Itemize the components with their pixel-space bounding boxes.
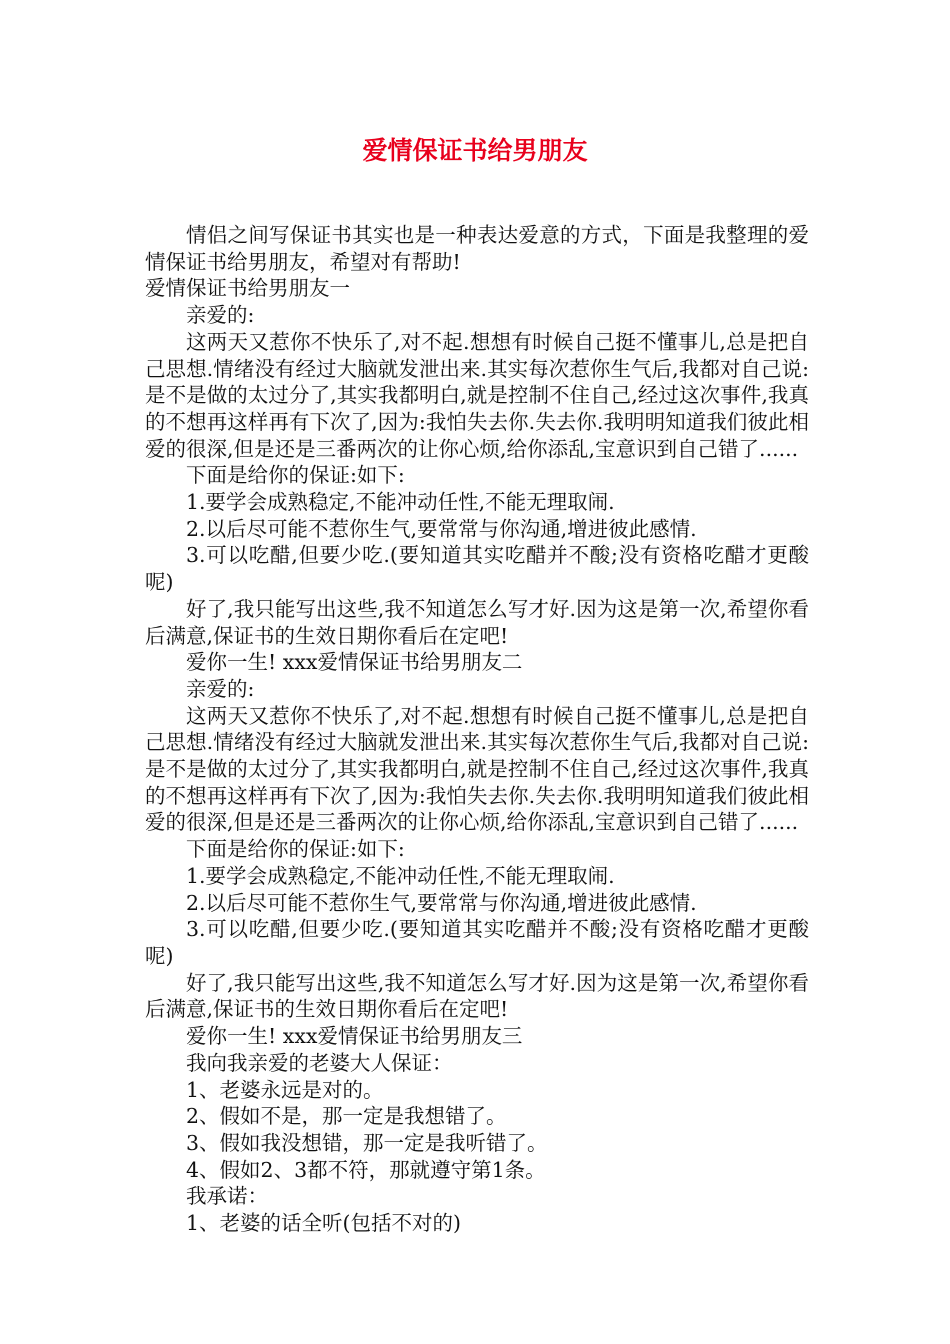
paragraph: 2.以后尽可能不惹你生气,要常常与你沟通,增进彼此感情. xyxy=(186,890,697,915)
paragraph: 亲爱的: xyxy=(186,676,255,701)
paragraph: 1.要学会成熟稳定,不能冲动任性,不能无理取闹. xyxy=(186,490,615,515)
paragraph: 我承诺： xyxy=(186,1184,268,1209)
paragraph: 这两天又惹你不快乐了,对不起.想想有时候自己挺不懂事儿,总是把自己思想.情绪没有经过大脑就发泄出来.其实每次惹你生气后,我都对自己说:是不是做的太过分了,其实我都明白,就是控制不住自己,经过这次事件,我真的不想再这样再有下次了,因为:我怕失去你.失去你.我明明知道我们彼此相爱的很深,但是还是三番两次的让你心烦,给你添乱,宝意识到自己错了...... xyxy=(145,329,809,461)
paragraph: 爱你一生! xxx爱情保证书给男朋友三 xyxy=(186,1024,523,1049)
paragraph: 3.可以吃醋,但要少吃.(要知道其实吃醋并不酸;没有资格吃醋才更酸呢) xyxy=(145,543,809,595)
paragraph: 4、假如2、3都不符，那就遵守第1条。 xyxy=(186,1157,546,1182)
paragraph: 2、假如不是，那一定是我想错了。 xyxy=(186,1104,507,1129)
paragraph: 下面是给你的保证:如下: xyxy=(186,837,405,862)
document-body xyxy=(145,222,809,1237)
paragraph: 2.以后尽可能不惹你生气,要常常与你沟通,增进彼此感情. xyxy=(186,516,697,541)
paragraph: 爱情保证书给男朋友一 xyxy=(145,276,350,301)
paragraph: 3、假如我没想错，那一定是我听错了。 xyxy=(186,1130,548,1155)
paragraph: 1、老婆永远是对的。 xyxy=(186,1077,384,1102)
paragraph: 3.可以吃醋,但要少吃.(要知道其实吃醋并不酸;没有资格吃醋才更酸呢) xyxy=(145,917,809,968)
paragraph: 好了,我只能写出这些,我不知道怎么写才好.因为这是第一次,希望你看后满意,保证书的生效日期你看后在定吧! xyxy=(145,596,809,648)
paragraph: 1.要学会成熟稳定,不能冲动任性,不能无理取闹. xyxy=(186,863,615,888)
document-title: 爱情保证书给男朋友 xyxy=(362,136,588,165)
paragraph: 我向我亲爱的老婆大人保证： xyxy=(186,1050,453,1075)
paragraph: 好了,我只能写出这些,我不知道怎么写才好.因为这是第一次,希望你看后满意,保证书的生效日期你看后在定吧! xyxy=(145,970,809,1022)
paragraph: 这两天又惹你不快乐了,对不起.想想有时候自己挺不懂事儿,总是把自己思想.情绪没有经过大脑就发泄出来.其实每次惹你生气后,我都对自己说:是不是做的太过分了,其实我都明白,就是控制不住自己,经过这次事件,我真的不想再这样再有下次了,因为:我怕失去你.失去你.我明明知道我们彼此相爱的很深,但是还是三番两次的让你心烦,给你添乱,宝意识到自己错了...... xyxy=(145,703,809,835)
paragraph: 爱你一生! xxx爱情保证书给男朋友二 xyxy=(186,650,523,675)
paragraph: 情侣之间写保证书其实也是一种表达爱意的方式，下面是我整理的爱情保证书给男朋友，希望对有帮助! xyxy=(145,223,809,274)
paragraph: 亲爱的: xyxy=(186,303,255,328)
paragraph: 1、老婆的话全听(包括不对的) xyxy=(186,1211,462,1236)
paragraph: 下面是给你的保证:如下: xyxy=(186,463,405,488)
